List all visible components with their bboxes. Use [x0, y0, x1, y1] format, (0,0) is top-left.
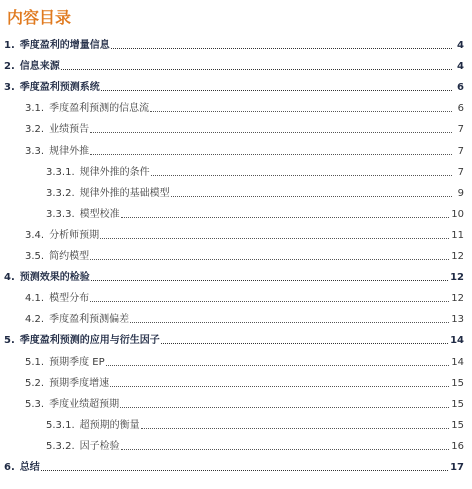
toc-entry[interactable] — [4, 117, 464, 138]
toc-entry-number: 6. — [4, 461, 15, 473]
toc-entry-label[interactable]: 简约模型 — [49, 251, 90, 263]
toc-entry-page-number[interactable]: 6 — [457, 82, 464, 94]
toc-entry-page-number[interactable]: 7 — [457, 124, 464, 136]
toc-entry[interactable] — [4, 160, 464, 181]
dot-leader — [90, 258, 449, 260]
toc-entry-page-number[interactable]: 16 — [451, 440, 464, 452]
dot-leader — [101, 89, 452, 91]
toc-entry[interactable] — [4, 371, 464, 392]
toc-entry-number: 3.3. — [25, 145, 45, 157]
toc-entry-label[interactable]: 信息来源 — [19, 61, 60, 73]
dot-leader — [90, 131, 452, 133]
toc-entry-number: 3.5. — [25, 251, 45, 263]
toc-entry-number: 2. — [4, 61, 15, 73]
toc-entry-label[interactable]: 预期季度 EP — [49, 356, 105, 368]
toc-entry-page-number[interactable]: 12 — [451, 251, 464, 263]
toc-entry-number: 3.1. — [25, 103, 45, 115]
toc-entry[interactable] — [4, 392, 464, 413]
dot-leader — [110, 385, 449, 387]
toc-entry-number: 5.3.1. — [46, 419, 75, 431]
toc-entry-page-number[interactable]: 15 — [451, 398, 464, 410]
toc-list — [4, 33, 464, 476]
toc-entry[interactable] — [4, 328, 464, 349]
dot-leader — [106, 364, 450, 366]
dot-leader — [91, 279, 448, 281]
toc-entry-number: 3. — [4, 82, 15, 94]
toc-entry-label[interactable]: 预测效果的检验 — [19, 272, 90, 284]
toc-title: 内容目录 — [7, 8, 72, 27]
toc-entry-page-number[interactable]: 11 — [451, 229, 464, 241]
dot-leader — [111, 47, 452, 49]
toc-entry-page-number[interactable]: 12 — [451, 293, 464, 305]
toc-entry-label[interactable]: 季度盈利预测系统 — [19, 82, 100, 94]
toc-entry-number: 3.3.1. — [46, 166, 75, 178]
toc-entry-label[interactable]: 预期季度增速 — [49, 377, 110, 389]
dot-leader — [100, 237, 449, 239]
toc-entry-page-number[interactable]: 6 — [457, 103, 464, 115]
toc-entry-page-number[interactable]: 7 — [457, 166, 464, 178]
toc-entry[interactable] — [4, 413, 464, 434]
dot-leader — [151, 174, 452, 176]
toc-entry-label[interactable]: 业绩预告 — [49, 124, 90, 136]
dot-leader — [41, 469, 448, 471]
dot-leader — [90, 153, 452, 155]
toc-entry-label[interactable]: 季度盈利的增量信息 — [19, 40, 110, 52]
dot-leader — [130, 321, 449, 323]
toc-entry-page-number[interactable]: 15 — [451, 377, 464, 389]
toc-entry[interactable] — [4, 138, 464, 159]
toc-entry-page-number[interactable]: 13 — [451, 314, 464, 326]
toc-entry-number: 4.1. — [25, 293, 45, 305]
toc-entry[interactable] — [4, 286, 464, 307]
toc-entry-label[interactable]: 季度盈利预测偏差 — [49, 314, 130, 326]
toc-entry-number: 5.3.2. — [46, 440, 75, 452]
toc-entry-page-number[interactable]: 14 — [451, 356, 464, 368]
dot-leader — [141, 427, 450, 429]
toc-entry-number: 3.3.3. — [46, 208, 75, 220]
dot-leader — [90, 300, 449, 302]
dot-leader — [121, 216, 450, 218]
toc-entry[interactable] — [4, 54, 464, 75]
toc-entry-number: 5.2. — [25, 377, 45, 389]
toc-entry-label[interactable]: 规律外推 — [49, 145, 90, 157]
toc-entry-page-number[interactable]: 4 — [457, 40, 464, 52]
toc-entry-number: 3.4. — [25, 229, 45, 241]
toc-entry-label[interactable]: 因子检验 — [79, 440, 120, 452]
toc-entry-label[interactable]: 规律外推的条件 — [79, 166, 150, 178]
toc-entry[interactable] — [4, 434, 464, 455]
toc-entry[interactable] — [4, 265, 464, 286]
toc-entry[interactable] — [4, 455, 464, 476]
toc-entry-number: 1. — [4, 40, 15, 52]
toc-entry[interactable] — [4, 96, 464, 117]
toc-entry-page-number[interactable]: 14 — [450, 335, 464, 347]
dot-leader — [61, 68, 452, 70]
toc-entry-page-number[interactable]: 12 — [450, 272, 464, 284]
toc-entry[interactable] — [4, 181, 464, 202]
toc-entry-label[interactable]: 季度盈利预测的应用与衍生因子 — [19, 335, 160, 347]
toc-entry-page-number[interactable]: 15 — [451, 419, 464, 431]
toc-entry-label[interactable]: 总结 — [19, 461, 40, 473]
toc-entry[interactable] — [4, 75, 464, 96]
toc-entry[interactable] — [4, 202, 464, 223]
toc-entry[interactable] — [4, 33, 464, 54]
toc-entry-number: 5.1. — [25, 356, 45, 368]
toc-entry[interactable] — [4, 349, 464, 370]
toc-entry-label[interactable]: 分析师预期 — [49, 229, 100, 241]
toc-entry-page-number[interactable]: 7 — [457, 145, 464, 157]
dot-leader — [120, 406, 449, 408]
toc-entry-number: 4. — [4, 272, 15, 284]
toc-entry-label[interactable]: 超预期的衡量 — [79, 419, 140, 431]
toc-entry-label[interactable]: 季度业绩超预期 — [49, 398, 120, 410]
toc-entry[interactable] — [4, 244, 464, 265]
toc-entry-page-number[interactable]: 4 — [457, 61, 464, 73]
toc-entry-number: 3.2. — [25, 124, 45, 136]
dot-leader — [171, 195, 452, 197]
toc-entry-label[interactable]: 模型分布 — [49, 293, 90, 305]
toc-entry-page-number[interactable]: 9 — [457, 187, 464, 199]
toc-entry-number: 3.3.2. — [46, 187, 75, 199]
toc-entry-label[interactable]: 季度盈利预测的信息流 — [49, 103, 150, 115]
dot-leader — [121, 448, 450, 450]
toc-entry-label[interactable]: 模型校准 — [79, 208, 120, 220]
toc-entry-number: 4.2. — [25, 314, 45, 326]
toc-entry-number: 5. — [4, 335, 15, 347]
toc-entry-number: 5.3. — [25, 398, 45, 410]
toc-entry-label[interactable]: 规律外推的基础模型 — [79, 187, 170, 199]
dot-leader — [161, 342, 448, 344]
toc-entry-page-number[interactable]: 10 — [451, 208, 464, 220]
dot-leader — [150, 110, 452, 112]
toc-entry[interactable] — [4, 307, 464, 328]
toc-entry[interactable] — [4, 223, 464, 244]
toc-entry-page-number[interactable]: 17 — [450, 461, 464, 473]
